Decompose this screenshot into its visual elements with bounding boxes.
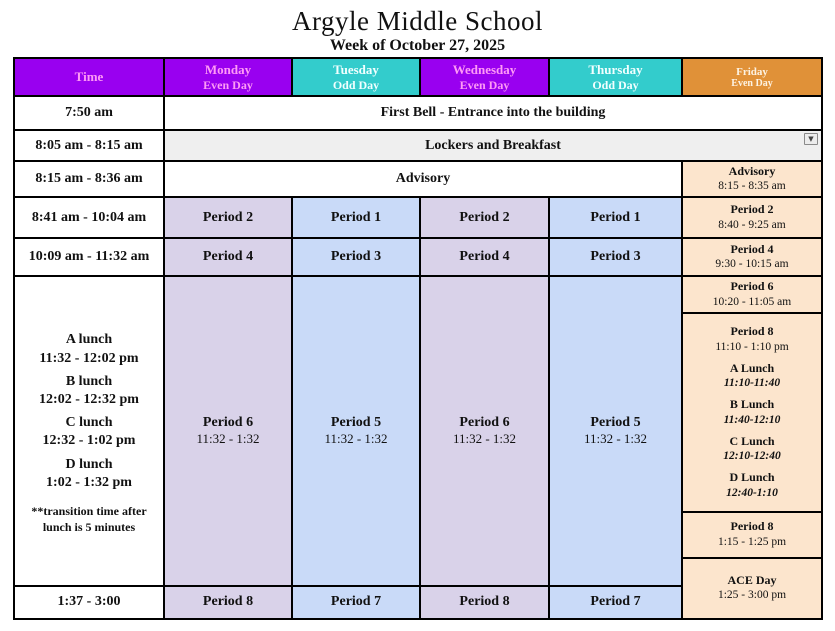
friday-period-2-cell: Period 2 8:40 - 9:25 am [682, 197, 822, 238]
schedule-table [13, 57, 823, 620]
thursday-period-5-cell: Period 5 11:32 - 1:32 [549, 276, 682, 586]
tuesday-period-3-cell: Period 3 [292, 238, 420, 276]
friday-a-lunch: A Lunch 11:10-11:40 [723, 360, 781, 390]
c-lunch-entry: C lunch 12:32 - 1:02 pm [42, 415, 136, 449]
column-header-wednesday [420, 58, 549, 96]
monday-period-2-cell: Period 2 [164, 197, 292, 238]
column-header-thursday [549, 58, 682, 96]
tuesday-period-5-cell: Period 5 11:32 - 1:32 [292, 276, 420, 586]
monday-period-6-cell: Period 6 11:32 - 1:32 [164, 276, 292, 586]
day-type: Even Day [459, 77, 510, 92]
column-header-time [14, 58, 164, 96]
first-bell-row [14, 96, 822, 130]
transition-note: **transition time after lunch is 5 minutes [31, 503, 147, 534]
time-cell-first-bell: 7:50 am [14, 96, 164, 130]
tuesday-period-7-cell: Period 7 [292, 586, 420, 619]
period-row-1 [14, 197, 822, 238]
column-header-friday [682, 58, 822, 96]
lockers-label: Lockers and Breakfast [425, 137, 561, 153]
period-row-2 [14, 238, 822, 276]
advisory-cell: Advisory [164, 161, 682, 197]
tuesday-period-1-cell: Period 1 [292, 197, 420, 238]
friday-b-lunch: B Lunch 11:40-12:10 [723, 397, 781, 426]
friday-d-lunch: D Lunch 12:40-1:10 [726, 470, 778, 499]
day-name: Thursday [588, 61, 643, 77]
friday-c-lunch: C Lunch 12:10-12:40 [723, 433, 781, 463]
first-bell-cell: First Bell - Entrance into the building [164, 96, 822, 130]
d-lunch-entry: D lunch 1:02 - 1:32 pm [46, 456, 132, 490]
lockers-cell [164, 130, 822, 161]
advisory-row [14, 161, 822, 197]
friday-period-8-short-cell: Period 8 1:15 - 1:25 pm [682, 512, 822, 558]
page-title: Argyle Middle School [292, 6, 543, 36]
column-header-tuesday [292, 58, 420, 96]
day-type: Even Day [731, 77, 773, 89]
column-header-monday [164, 58, 292, 96]
friday-period-8-main-cell [682, 313, 822, 512]
time-cell-lunches [14, 276, 164, 586]
a-lunch-entry: A lunch 11:32 - 12:02 pm [39, 332, 139, 366]
wednesday-period-6-cell: Period 6 11:32 - 1:32 [420, 276, 549, 586]
lockers-row [14, 130, 822, 161]
day-type: Even Day [203, 77, 253, 92]
day-name: Tuesday [333, 61, 379, 77]
thursday-period-3-cell: Period 3 [549, 238, 682, 276]
time-cell-lockers: 8:05 am - 8:15 am [14, 130, 164, 161]
friday-advisory-cell: Advisory 8:15 - 8:35 am [682, 161, 822, 197]
friday-ace-day-cell: ACE Day 1:25 - 3:00 pm [682, 558, 822, 619]
wednesday-period-8-cell: Period 8 [420, 586, 549, 619]
time-cell-advisory: 8:15 am - 8:36 am [14, 161, 164, 197]
day-name: Wednesday [452, 61, 517, 77]
wednesday-period-4-cell: Period 4 [420, 238, 549, 276]
friday-period-8-header: Period 8 11:10 - 1:10 pm [715, 324, 789, 353]
time-cell-period-1: 8:41 am - 10:04 am [14, 197, 164, 238]
wednesday-period-2-cell: Period 2 [420, 197, 549, 238]
day-name: Monday [204, 61, 252, 77]
thursday-period-7-cell: Period 7 [549, 586, 682, 619]
b-lunch-entry: B lunch 12:02 - 12:32 pm [39, 373, 139, 408]
lunch-block-row-1 [14, 276, 822, 313]
thursday-period-1-cell: Period 1 [549, 197, 682, 238]
friday-period-6-cell: Period 6 10:20 - 11:05 am [682, 276, 822, 313]
time-cell-period-2: 10:09 am - 11:32 am [14, 238, 164, 276]
day-type: Odd Day [332, 77, 380, 92]
day-type: Odd Day [592, 77, 639, 92]
friday-period-4-cell: Period 4 9:30 - 10:15 am [682, 238, 822, 276]
monday-period-4-cell: Period 4 [164, 238, 292, 276]
monday-period-8-cell: Period 8 [164, 586, 292, 619]
time-cell-last: 1:37 - 3:00 [14, 586, 164, 619]
dropdown-arrow-icon[interactable]: ▼ [804, 133, 818, 145]
header-row [14, 58, 822, 96]
time-header-label: Time [74, 69, 104, 84]
page-subtitle: Week of October 27, 2025 [329, 37, 506, 54]
day-name: Friday [736, 65, 768, 78]
